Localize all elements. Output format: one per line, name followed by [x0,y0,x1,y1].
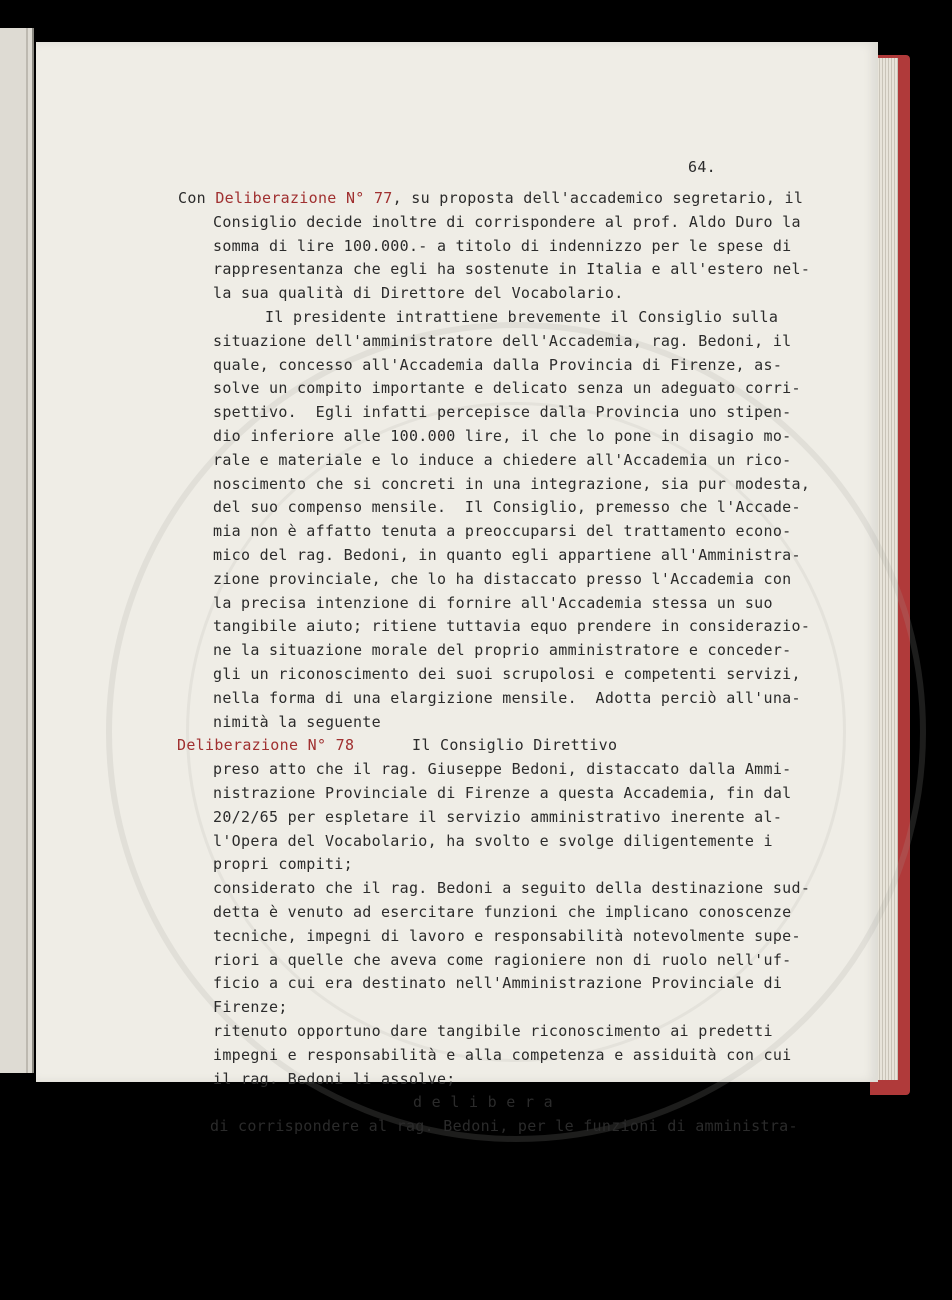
text-line: Firenze; [213,998,288,1017]
text-line: la precisa intenzione di fornire all'Accademia stessa un suo [213,593,773,612]
text-line: Il presidente intrattiene brevemente il Consiglio sulla [265,308,779,326]
text-line: detta è venuto ad esercitare funzioni che implicano conoscenze [213,903,792,921]
deliberation-title: Il Consiglio Direttivo [412,736,618,755]
text-line: preso atto che il rag. Giuseppe Bedoni, distaccato dalla Ammi- [213,760,792,779]
paragraph-1-first-line [178,188,803,208]
text-line: spettivo. Egli infatti percepisce dalla Provincia uno stipen- [213,403,792,422]
text-line: riori a quelle che aveva come ragioniere non di ruolo nell'uf- [213,950,792,969]
paragraph-1-lead: Con [178,189,216,207]
text-line: nella forma di una elargizione mensile. Adotta perciò all'una- [213,688,801,707]
text-line: situazione dell'amministratore dell'Accademia, rag. Bedoni, il [213,331,792,350]
page-number: 64. [688,158,716,176]
paragraph-1-first-rest: , su proposta dell'accademico segretario, il [392,189,804,207]
delibera-verb: d e l i b e r a [413,1093,553,1112]
text-line: Consiglio decide inoltre di corrispondere al prof. Aldo Duro la [213,212,801,231]
text-line: l'Opera del Vocabolario, ha svolto e svolge diligentemente i [213,831,773,850]
text-line: tangibile aiuto; ritiene tuttavia equo prendere in considerazio- [213,617,811,636]
text-line: del suo compenso mensile. Il Consiglio, premesso che l'Accade- [213,498,801,517]
text-line: nistrazione Provinciale di Firenze a questa Accademia, fin dal [213,784,792,802]
text-line: di corrispondere al rag. Bedoni, per le funzioni di amministra- [210,1117,798,1136]
left-page-edge [0,28,34,1073]
text-line: rale e materiale e lo induce a chiedere all'Accademia un rico- [213,450,792,469]
text-line: impegni e responsabilità e alla competenza e assiduità con cui [213,1045,792,1064]
deliberation-78-ref: Deliberazione N° 78 [177,736,355,755]
text-line: mia non è affatto tenuta a preoccuparsi del trattamento econo- [213,522,792,541]
text-line: gli un riconoscimento dei suoi scrupolosi e competenti servizi, [213,665,801,683]
text-line: ne la situazione morale del proprio amministratore e conceder- [213,641,792,660]
text-line: 20/2/65 per espletare il servizio amministrativo inerente al- [213,807,783,826]
text-line: la sua qualità di Direttore del Vocabolario. [213,284,624,303]
text-line: considerato che il rag. Bedoni a seguito della destinazione sud- [213,879,811,898]
text-line: quale, concesso all'Accademia dalla Provincia di Firenze, as- [213,355,783,374]
deliberation-77-ref: Deliberazione N° 77 [215,189,393,207]
text-line: ritenuto opportuno dare tangibile riconoscimento ai predetti [213,1022,773,1040]
text-line: noscimento che si concreti in una integrazione, sia pur modesta, [213,474,811,493]
text-line: rappresentanza che egli ha sostenute in Italia e all'estero nel- [213,260,811,279]
text-line: nimità la seguente [213,712,381,731]
text-line: somma di lire 100.000.- a titolo di indennizzo per le spese di [213,236,792,255]
text-line: solve un compito importante e delicato senza un adeguato corri- [213,379,801,398]
text-line: propri compiti; [213,855,353,874]
text-line: dio inferiore alle 100.000 lire, il che lo pone in disagio mo- [213,427,792,445]
text-line: mico del rag. Bedoni, in quanto egli appartiene all'Amministra- [213,546,801,564]
text-line: zione provinciale, che lo ha distaccato presso l'Accademia con [213,569,792,588]
text-line: tecniche, impegni di lavoro e responsabilità notevolmente supe- [213,926,801,945]
text-line: il rag. Bedoni li assolve; [213,1069,456,1088]
text-line: ficio a cui era destinato nell'Amministrazione Provinciale di [213,974,783,993]
